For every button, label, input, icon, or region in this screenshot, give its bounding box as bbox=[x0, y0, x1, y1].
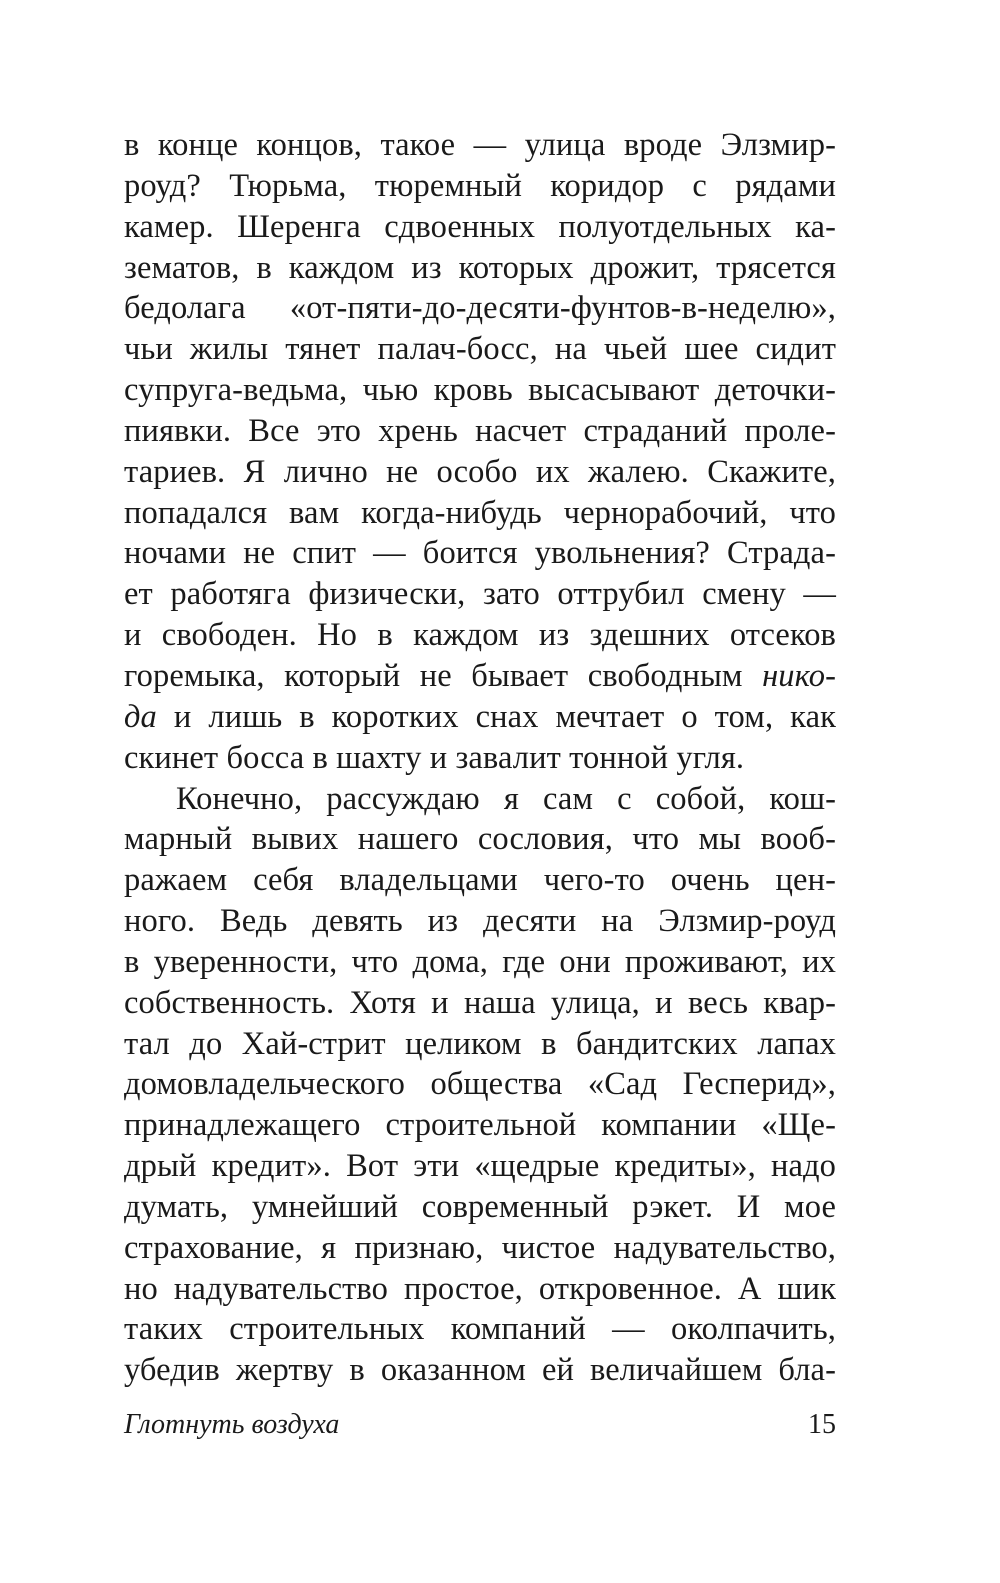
text-line: страхование, я признаю, чистое надувательство, bbox=[124, 1229, 836, 1266]
text-line: ражаем себя владельцами чего-то очень цен- bbox=[124, 862, 836, 899]
text-line: дрый кредит». Вот эти «щедрые кредиты», надо bbox=[124, 1148, 836, 1185]
paragraph-2 bbox=[124, 779, 836, 1392]
italic-emphasis: нико- bbox=[762, 657, 836, 694]
italic-emphasis: да bbox=[124, 698, 157, 735]
text-line: чьи жилы тянет палач-босс, на чьей шее сидит bbox=[124, 331, 836, 368]
text-line: зематов, в каждом из которых дрожит, трясется bbox=[124, 249, 836, 286]
paragraph-1 bbox=[124, 125, 836, 779]
text-line: тариев. Я лично не особо их жалею. Скажите, bbox=[124, 453, 836, 490]
text-line: домовладельческого общества «Сад Гесперид», bbox=[124, 1066, 836, 1103]
text-line: попадался вам когда-нибудь чернорабочий, что bbox=[124, 494, 836, 531]
text-line: и свободен. Но в каждом из здешних отсеков bbox=[124, 617, 836, 654]
text-line: роуд? Тюрьма, тюремный коридор с рядами bbox=[124, 167, 836, 204]
text-line: собственность. Хотя и наша улица, и весь квар- bbox=[124, 984, 836, 1021]
text-line: супруга-ведьма, чью кровь высасывают деточки- bbox=[124, 372, 836, 409]
running-title: Глотнуть воздуха bbox=[124, 1409, 340, 1440]
text-line bbox=[124, 697, 836, 738]
text-segment: горемыка, который не бывает свободным bbox=[124, 657, 763, 694]
text-line: убедив жертву в оказанном ей величайшем бла- bbox=[124, 1352, 836, 1389]
page-number: 15 bbox=[808, 1409, 836, 1440]
text-segment: и лишь в коротких снах мечтает о том, как bbox=[156, 698, 836, 735]
text-line: Конечно, рассуждаю я сам с собой, кош- bbox=[176, 780, 836, 817]
text-line: таких строительных компаний — околпачить, bbox=[124, 1311, 836, 1348]
text-line: принадлежащего строительной компании «Ще- bbox=[124, 1107, 836, 1144]
text-line: камер. Шеренга сдвоенных полуотдельных ка- bbox=[124, 208, 836, 245]
page-footer bbox=[124, 1405, 836, 1445]
text-line: пиявки. Все это хрень насчет страданий проле- bbox=[124, 412, 836, 449]
text-line: в уверенности, что дома, где они проживают, их bbox=[124, 943, 836, 980]
text-line: ного. Ведь девять из десяти на Элзмир-роуд bbox=[124, 903, 836, 940]
text-line: марный вывих нашего сословия, что мы вооб- bbox=[124, 821, 836, 858]
text-line: думать, умнейший современный рэкет. И мое bbox=[124, 1188, 836, 1225]
text-line: но надувательство простое, откровенное. А шик bbox=[124, 1270, 836, 1307]
text-line: скинет босса в шахту и завалит тонной угля. bbox=[124, 739, 745, 776]
body-text bbox=[124, 125, 836, 1391]
text-line: в конце концов, такое — улица вроде Элзмир- bbox=[124, 127, 836, 163]
text-line bbox=[124, 656, 836, 697]
text-line: тал до Хай-стрит целиком в бандитских лапах bbox=[124, 1025, 836, 1062]
text-line: ет работяга физически, зато оттрубил смену — bbox=[124, 576, 836, 613]
text-line: бедолага «от-пяти-до-десяти-фунтов-в-неделю», bbox=[124, 290, 836, 327]
text-line: ночами не спит — боится увольнения? Страда- bbox=[124, 535, 836, 572]
